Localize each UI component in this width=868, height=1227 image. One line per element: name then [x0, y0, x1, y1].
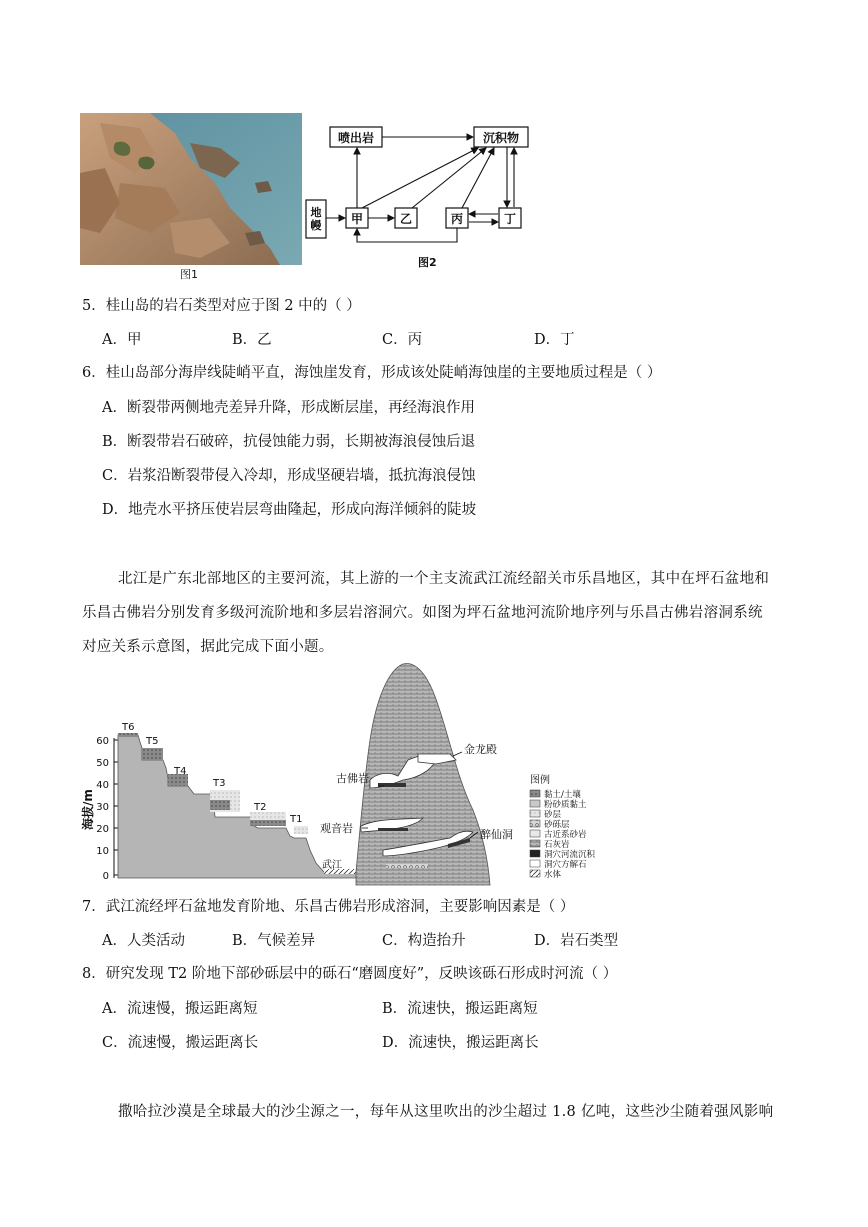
q8-option-c[interactable]: C．流速慢，搬运距离长: [102, 1035, 259, 1051]
legend-item-6: 洞穴河流沉积: [544, 850, 596, 860]
q6-option-b[interactable]: B．断裂带岩石破碎，抗侵蚀能力弱，长期被海浪侵蚀后退: [102, 434, 476, 450]
q7-option-b[interactable]: B．气候差异: [232, 933, 316, 949]
passage1-line-3: 对应关系示意图，据此完成下面小题。: [82, 639, 334, 655]
ytick-10: 10: [96, 846, 109, 857]
q6-option-d[interactable]: D．地壳水平挤压使岩层弯曲隆起，形成向海洋倾斜的陡坡: [102, 502, 477, 518]
terrace-t6: T6: [122, 722, 135, 733]
node-sediment: 沉积物: [482, 131, 520, 145]
figure2-caption: 图2: [418, 256, 437, 269]
terrace-t1: T1: [290, 814, 303, 825]
node-jia: 甲: [350, 212, 364, 226]
cave-zuixiandong: 醉仙洞: [480, 828, 513, 841]
figure2-rock-cycle: [302, 120, 542, 270]
legend-item-4: 古近系砂岩: [544, 830, 587, 840]
ytick-30: 30: [96, 802, 109, 813]
q7-option-a[interactable]: A．人类活动: [102, 933, 185, 949]
terrace-t4: T4: [174, 766, 187, 777]
q5-option-b[interactable]: B．乙: [232, 332, 272, 348]
figure3-terrace-cave-diagram: [78, 660, 638, 890]
node-extrusive: 喷出岩: [337, 131, 375, 145]
terrace-t2: T2: [254, 802, 267, 813]
q7-option-c[interactable]: C．构造抬升: [382, 933, 466, 949]
q8-option-d[interactable]: D．流速快，搬运距离长: [382, 1035, 539, 1051]
terrace-t3: T3: [213, 778, 226, 789]
ytick-50: 50: [96, 758, 109, 769]
q5-option-a[interactable]: A．甲: [102, 332, 142, 348]
legend-title: 图例: [530, 775, 550, 786]
coastal-cliff-image: [80, 113, 302, 265]
q6-stem: 6．桂山岛部分海岸线陡峭平直，海蚀崖发育，形成该处陡峭海蚀崖的主要地质过程是（ ）: [82, 365, 662, 381]
q8-stem: 8．研究发现 T2 阶地下部砂砾层中的砾石“磨圆度好”，反映该砾石形成时河流（ ）: [82, 966, 618, 982]
cave-gufoyan: 古佛岩: [336, 772, 369, 785]
q8-option-b[interactable]: B．流速快，搬运距离短: [382, 1001, 538, 1017]
ytick-20: 20: [96, 824, 109, 835]
node-bing: 丙: [450, 212, 464, 226]
passage1-line-2: 乐昌古佛岩分别发育多级河流阶地和多层岩溶洞穴。如图为坪石盆地河流阶地序列与乐昌古佛岩溶洞系统: [82, 605, 763, 621]
legend-item-5: 石灰岩: [544, 840, 570, 850]
figure1-photo: [80, 113, 302, 265]
passage1-line-1: 北江是广东北部地区的主要河流，其上游的一个主支流武江流经韶关市乐昌地区，其中在坪石盆地和: [118, 571, 770, 587]
q5-option-c[interactable]: C．丙: [382, 332, 423, 348]
q5-stem: 5．桂山岛的岩石类型对应于图 2 中的（ ）: [82, 298, 361, 314]
node-mantle: 地幔: [310, 206, 322, 232]
ytick-60: 60: [96, 736, 109, 747]
figure1-caption: 图1: [180, 268, 198, 281]
q8-option-a[interactable]: A．流速慢，搬运距离短: [102, 1001, 258, 1017]
q6-option-a[interactable]: A．断裂带两侧地壳差异升降，形成断层崖，再经海浪作用: [102, 400, 475, 416]
q6-option-c[interactable]: C．岩浆沿断裂带侵入冷却，形成坚硬岩墙，抵抗海浪侵蚀: [102, 468, 476, 484]
ytick-40: 40: [96, 780, 109, 791]
cave-guanyinyan: 观音岩: [320, 822, 353, 835]
passage2-line: 撒哈拉沙漠是全球最大的沙尘源之一，每年从这里吹出的沙尘超过 1.8 亿吨，这些沙尘随着强风影响: [118, 1104, 774, 1120]
legend-item-8: 水体: [544, 870, 562, 880]
legend-item-7: 洞穴方解石: [544, 860, 587, 870]
q7-stem: 7．武江流经坪石盆地发育阶地、乐昌古佛岩形成溶洞，主要影响因素是（ ）: [82, 899, 575, 915]
legend-item-1: 粉砂质黏土: [544, 800, 587, 810]
q5-option-d[interactable]: D．丁: [534, 332, 575, 348]
river-label: 武江: [322, 860, 342, 871]
y-axis-label: 海拔/m: [81, 789, 95, 830]
q7-option-d[interactable]: D．岩石类型: [534, 933, 619, 949]
legend-item-3: 砂砾层: [544, 820, 570, 830]
legend-item-2: 砂层: [544, 810, 562, 820]
cave-jinlongdian: 金龙殿: [464, 743, 497, 756]
node-yi: 乙: [399, 212, 413, 226]
ytick-0: 0: [102, 871, 109, 882]
node-ding: 丁: [503, 212, 517, 226]
terrace-t5: T5: [146, 736, 159, 747]
legend-item-0: 黏土/土壤: [544, 790, 581, 800]
